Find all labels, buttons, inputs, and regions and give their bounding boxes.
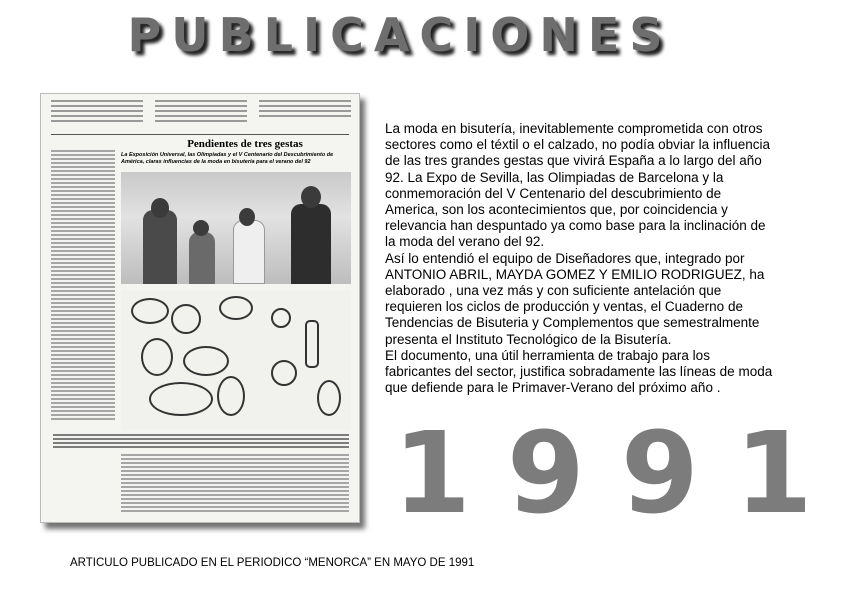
summary-paragraph: La moda en bisutería, inevitablemente comprometida con otros sectores como el téxtil o el calzado, no podía obviar la influencia de las tres grandes gestas que vivirá España a lo largo del año 92. La Expo de Sevilla, las Olimpiadas de Barcelona y la conmemoración del V Centenario del descubrimiento de America, son los acontecimientos que, por coincidencia y relevancia han despuntado ya como base para la inclinación de la moda del verano del 92. [385, 121, 770, 250]
footer-caption: ARTICULO PUBLICADO EN EL PERIODICO “MENORCA” EN MAYO DE 1991 [70, 557, 475, 569]
clipping-headline: Pendientes de tres gestas [187, 138, 303, 150]
clipping-photo [121, 172, 351, 284]
newspaper-clipping [40, 93, 360, 523]
clipping-text-column [51, 150, 115, 422]
clipping-bottom-text [121, 454, 349, 514]
article-summary [385, 121, 777, 396]
clipping-rule [51, 134, 349, 135]
year-label: 1991 [393, 409, 849, 539]
summary-paragraph: El documento, una útil herramienta de trabajo para los fabricantes del sector, justifica sobradamente las líneas de moda que defiende para le Primaver-Verano del próximo año . [385, 347, 773, 396]
clipping-jewelry-illustration [121, 290, 351, 430]
clipping-caption-text [53, 434, 349, 450]
page-title: PUBLICACIONES [127, 8, 673, 62]
clipping-subheadline: La Exposición Universal, las Olimpiadas y el V Centenario del Descubrimiento de América, claras influencias de la moda en bisutería para el verano del 92 [121, 152, 334, 165]
summary-paragraph: Así lo entendió el equipo de Diseñadores que, integrado por ANTONIO ABRIL, MAYDA GOMEZ Y EMILIO RODRIGUEZ, ha elaborado , una vez más y con suficiente antelación que requieren los ciclos de producción y ventas, el Cuaderno de Tendencias de Bisuteria y Complementos que semestralmente presenta el Instituto Tecnológico de la Bisutería. [385, 250, 765, 347]
clipping-top-columns [51, 100, 351, 132]
